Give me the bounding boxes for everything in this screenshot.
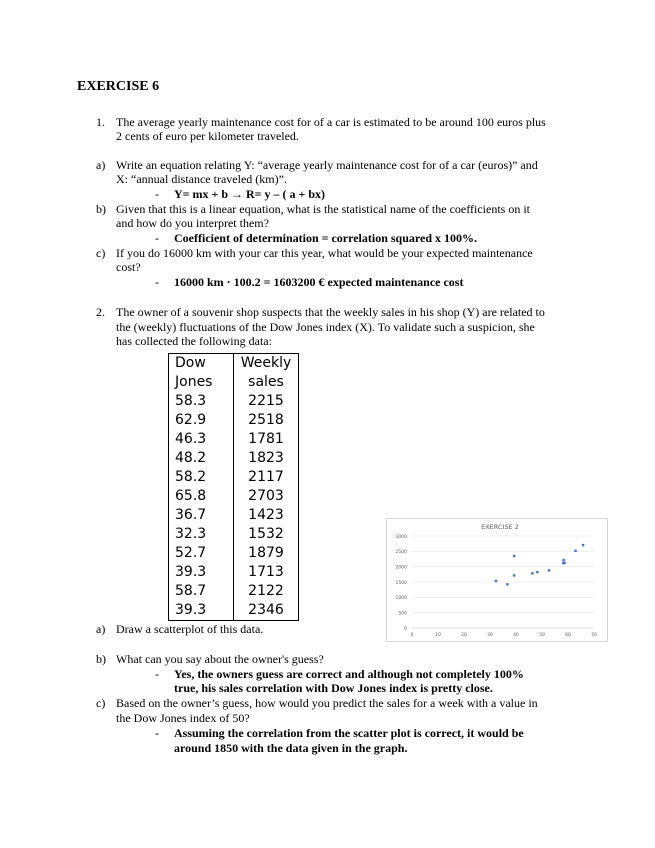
q2a-label: a) (96, 622, 106, 636)
x-tick-label: 0 (410, 633, 414, 638)
q2b-label: b) (96, 652, 106, 666)
q1c-label: c) (96, 246, 106, 260)
table-row (169, 544, 299, 563)
q2c-dash: - (155, 726, 159, 740)
scatter-point (562, 559, 564, 561)
table-row (169, 468, 299, 487)
q2b-answer-line1: Yes, the owners guess are correct and although not completely 100% (174, 667, 524, 681)
q1b-dash: - (155, 231, 159, 245)
y-tick-label: 500 (398, 611, 407, 617)
cell-sales: 1781 (234, 430, 299, 449)
table-row (169, 525, 299, 544)
y-tick-label: 3000 (395, 534, 407, 540)
scatter-point (563, 562, 565, 564)
q1-text-line1: The average yearly maintenance cost for of a car is estimated to be around 100 euros plus (116, 115, 546, 129)
q2c-answer-line2: around 1850 with the data given in the graph. (174, 741, 408, 755)
x-tick-label: 10 (435, 633, 441, 638)
y-tick-label: 1000 (395, 596, 407, 602)
cell-sales: 2703 (234, 487, 299, 506)
q2-text-line3: has collected the following data: (116, 334, 272, 348)
scatter-point (495, 580, 497, 582)
x-tick-label: 30 (487, 633, 493, 638)
q1a-dash: - (155, 187, 159, 201)
cell-dow: 39.3 (169, 601, 234, 621)
q1a-answer: Y= mx + b → R= y – ( a + bx) (174, 187, 326, 201)
header-dow: Dow (169, 354, 234, 374)
q1c-text-line2: cost? (116, 260, 141, 274)
scatter-chart (386, 518, 608, 642)
table-row (169, 582, 299, 601)
q1-text-line2: 2 cents of euro per kilometer traveled. (116, 129, 299, 143)
y-tick-label: 2500 (395, 550, 407, 556)
chart-title: EXERCISE 2 (481, 523, 519, 531)
table-row (169, 449, 299, 468)
cell-sales: 1823 (234, 449, 299, 468)
q2b-text: What can you say about the owner's guess? (116, 652, 324, 666)
table-row (169, 411, 299, 430)
header-weekly: Weekly (234, 354, 299, 374)
header-jones: Jones (169, 373, 234, 392)
cell-sales: 2122 (234, 582, 299, 601)
q2c-text-line2: the Dow Jones index of 50? (116, 711, 250, 725)
q2c-label: c) (96, 696, 106, 710)
x-tick-label: 20 (461, 633, 467, 638)
cell-dow: 52.7 (169, 544, 234, 563)
cell-dow: 58.3 (169, 392, 234, 411)
cell-dow: 62.9 (169, 411, 234, 430)
q1b-label: b) (96, 202, 106, 216)
q2c-text-line1: Based on the owner’s guess, how would you predict the sales for a week with a value in (116, 696, 538, 710)
cell-dow: 32.3 (169, 525, 234, 544)
cell-sales: 2346 (234, 601, 299, 621)
scatter-point (513, 555, 515, 557)
q2-number: 2. (96, 305, 105, 319)
table-header-row (169, 373, 299, 392)
q1b-text-line2: and how do you interpret them? (116, 216, 269, 230)
q1c-text-line1: If you do 16000 km with your car this year, what would be your expected maintenance (116, 246, 533, 260)
scatter-point (513, 574, 515, 576)
y-tick-label: 2000 (395, 565, 407, 571)
table-row (169, 430, 299, 449)
q2a-text: Draw a scatterplot of this data. (116, 622, 264, 636)
cell-sales: 2215 (234, 392, 299, 411)
x-tick-label: 60 (565, 633, 571, 638)
y-tick-label: 1500 (395, 580, 407, 586)
x-tick-label: 70 (591, 633, 597, 638)
cell-sales: 1423 (234, 506, 299, 525)
cell-dow: 39.3 (169, 563, 234, 582)
table-header-row (169, 354, 299, 374)
q2-text-line2: the (weekly) fluctuations of the Dow Jones index (X). To validate such a suspicion, she (116, 320, 535, 334)
q1a-label: a) (96, 158, 106, 172)
table-row (169, 563, 299, 582)
x-tick-label: 50 (539, 633, 545, 638)
q1a-text-line2: X: “annual distance traveled (km)”. (116, 172, 287, 186)
cell-dow: 65.8 (169, 487, 234, 506)
cell-dow: 58.7 (169, 582, 234, 601)
scatter-point (506, 583, 508, 585)
cell-sales: 1879 (234, 544, 299, 563)
cell-sales: 2117 (234, 468, 299, 487)
q2-text-line1: The owner of a souvenir shop suspects that the weekly sales in his shop (Y) are related to (116, 305, 545, 319)
q2c-answer-line1: Assuming the correlation from the scatter plot is correct, it would be (174, 726, 524, 740)
cell-sales: 1713 (234, 563, 299, 582)
cell-sales: 2518 (234, 411, 299, 430)
y-tick-label: 0 (404, 626, 407, 632)
cell-sales: 1532 (234, 525, 299, 544)
exercise-title: EXERCISE 6 (77, 79, 160, 94)
scatter-point (536, 571, 538, 573)
scatter-point (548, 569, 550, 571)
header-sales: sales (234, 373, 299, 392)
scatter-point (582, 544, 584, 546)
scatter-point (574, 550, 576, 552)
scatter-point (531, 572, 533, 574)
q2b-answer-line2: true, his sales correlation with Dow Jones index is pretty close. (174, 681, 493, 695)
q2b-dash: - (155, 667, 159, 681)
cell-dow: 46.3 (169, 430, 234, 449)
table-row (169, 506, 299, 525)
q1c-answer: 16000 km · 100.2 = 1603200 € expected maintenance cost (174, 275, 464, 289)
x-tick-label: 40 (513, 633, 519, 638)
cell-dow: 58.2 (169, 468, 234, 487)
q1b-text-line1: Given that this is a linear equation, what is the statistical name of the coefficients on it (116, 202, 530, 216)
table-row (169, 601, 299, 621)
q1-number: 1. (96, 115, 105, 129)
q1c-dash: - (155, 275, 159, 289)
dow-jones-sales-table (168, 353, 299, 621)
cell-dow: 48.2 (169, 449, 234, 468)
q1a-text-line1: Write an equation relating Y: “average yearly maintenance cost for of a car (euros)” and (116, 158, 538, 172)
q1b-answer: Coefficient of determination = correlation squared x 100%. (174, 231, 478, 245)
table-row (169, 392, 299, 411)
cell-dow: 36.7 (169, 506, 234, 525)
table-row (169, 487, 299, 506)
